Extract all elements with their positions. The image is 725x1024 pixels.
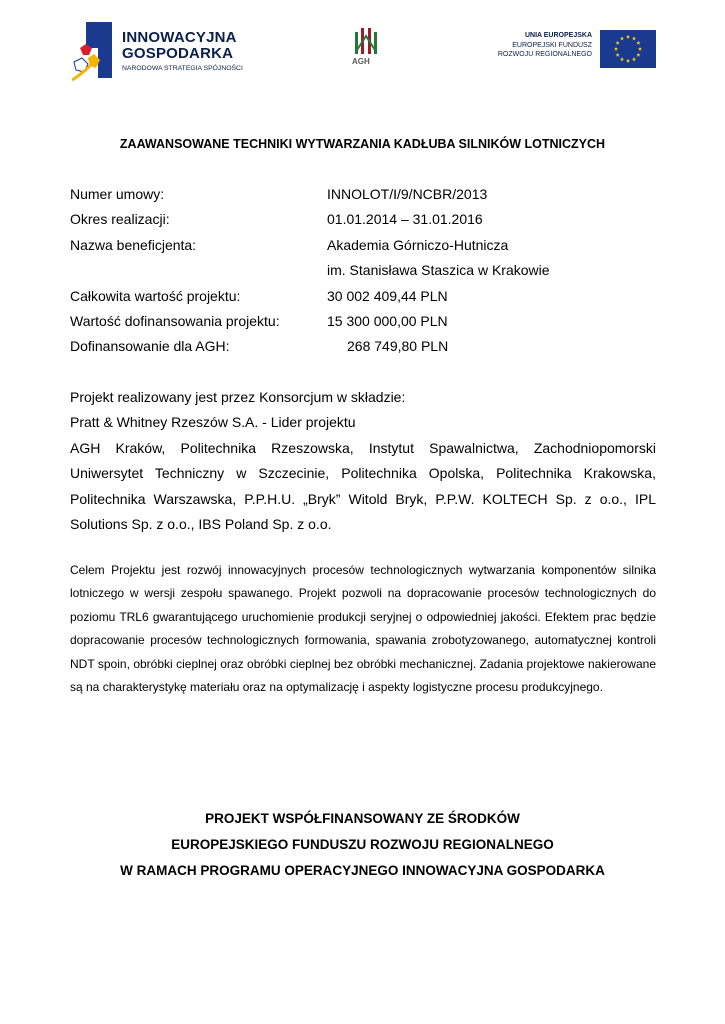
info-row bbox=[70, 334, 670, 359]
footer-line: PROJEKT WSPÓŁFINANSOWANY ZE ŚRODKÓW bbox=[205, 811, 520, 826]
info-label: Całkowita wartość projektu: bbox=[70, 287, 241, 304]
ig-logo-title: INNOWACYJNA GOSPODARKA bbox=[122, 29, 237, 62]
info-row bbox=[70, 284, 670, 309]
info-value: 01.01.2014 – 31.01.2016 bbox=[327, 211, 483, 228]
info-row bbox=[70, 258, 670, 283]
footer-line: W RAMACH PROGRAMU OPERACYJNEGO INNOWACYJNA GOSPODARKA bbox=[120, 863, 605, 878]
ig-emblem-icon bbox=[72, 18, 118, 82]
consortium-intro: Projekt realizowany jest przez Konsorcjum w składzie: bbox=[70, 389, 406, 405]
project-description: Celem Projektu jest rozwój innowacyjnych procesów technologicznych wytwarzania komponentów silnika lotniczego w wersji zespołu spawanego. Projekt pozwoli na dopracowanie procesów technologicznych do poziomu TRL6 gwarantującego uruchomienie produkcji seryjnej o odpowiedniej jakości. Efektem prac będzie dopracowanie procesów technologicznych formowania, spawania zrobotyzowanego, automatycznej kontroli NDT spoin, obróbki cieplnej oraz obróbki cieplnej bez obróbki mechanicznej. Zadania projektowe nakierowane są na charakterystykę materiału oraz na optymalizację i aspekty logistyczne procesu produkcyjnego. bbox=[70, 563, 656, 695]
consortium-members: AGH Kraków, Politechnika Rzeszowska, Instytut Spawalnictwa, Zachodniopomorski Uniwersytet Techniczny w Szczecinie, Politechnika Opolska, Politechnika Krakowska, Politechnika Warszawska, P.P.H.U. „Bryk” Witold Bryk, P.P.W. KOLTECH Sp. z o.o., IPL Solutions Sp. z o.o., IBS Poland Sp. z o.o. bbox=[70, 439, 656, 533]
info-value: 30 002 409,44 PLN bbox=[327, 287, 448, 304]
eu-flag-icon bbox=[600, 30, 656, 68]
eu-logo-text: UNIA EUROPEJSKA EUROPEJSKI FUNDUSZ ROZWOJU REGIONALNEGO bbox=[497, 32, 592, 58]
info-value: Akademia Górniczo-Hutnicza bbox=[327, 236, 509, 253]
footer-line: EUROPEJSKIEGO FUNDUSZU ROZWOJU REGIONALNEGO bbox=[171, 837, 554, 852]
project-info bbox=[70, 182, 670, 360]
info-row bbox=[70, 233, 670, 258]
info-label: Nazwa beneficjenta: bbox=[70, 236, 197, 253]
info-label: Okres realizacji: bbox=[70, 211, 170, 228]
info-row bbox=[70, 182, 670, 207]
consortium-section bbox=[70, 385, 656, 537]
info-label: Numer umowy: bbox=[70, 186, 165, 202]
ig-logo-subtitle: NARODOWA STRATEGIA SPÓJNOŚCI bbox=[122, 65, 243, 72]
agh-logo-label: AGH bbox=[352, 57, 370, 66]
info-value: im. Stanisława Staszica w Krakowie bbox=[327, 262, 550, 279]
innowacyjna-gospodarka-logo bbox=[72, 18, 272, 82]
agh-logo bbox=[346, 26, 386, 70]
info-row bbox=[70, 207, 670, 232]
eu-logo bbox=[484, 30, 656, 70]
info-label: Wartość dofinansowania projektu: bbox=[70, 312, 280, 329]
document-title: ZAAWANSOWANE TECHNIKI WYTWARZANIA KADŁUBA SILNIKÓW LOTNICZYCH bbox=[119, 137, 606, 151]
consortium-leader: Pratt & Whitney Rzeszów S.A. - Lider projektu bbox=[70, 414, 356, 431]
info-value: 15 300 000,00 PLN bbox=[327, 312, 448, 329]
info-row bbox=[70, 309, 670, 334]
agh-emblem-icon bbox=[352, 26, 380, 56]
info-value: 268 749,80 PLN bbox=[347, 338, 449, 355]
info-value: INNOLOT/I/9/NCBR/2013 bbox=[327, 186, 488, 202]
info-label: Dofinansowanie dla AGH: bbox=[70, 338, 230, 355]
cofinancing-footer bbox=[0, 806, 725, 884]
